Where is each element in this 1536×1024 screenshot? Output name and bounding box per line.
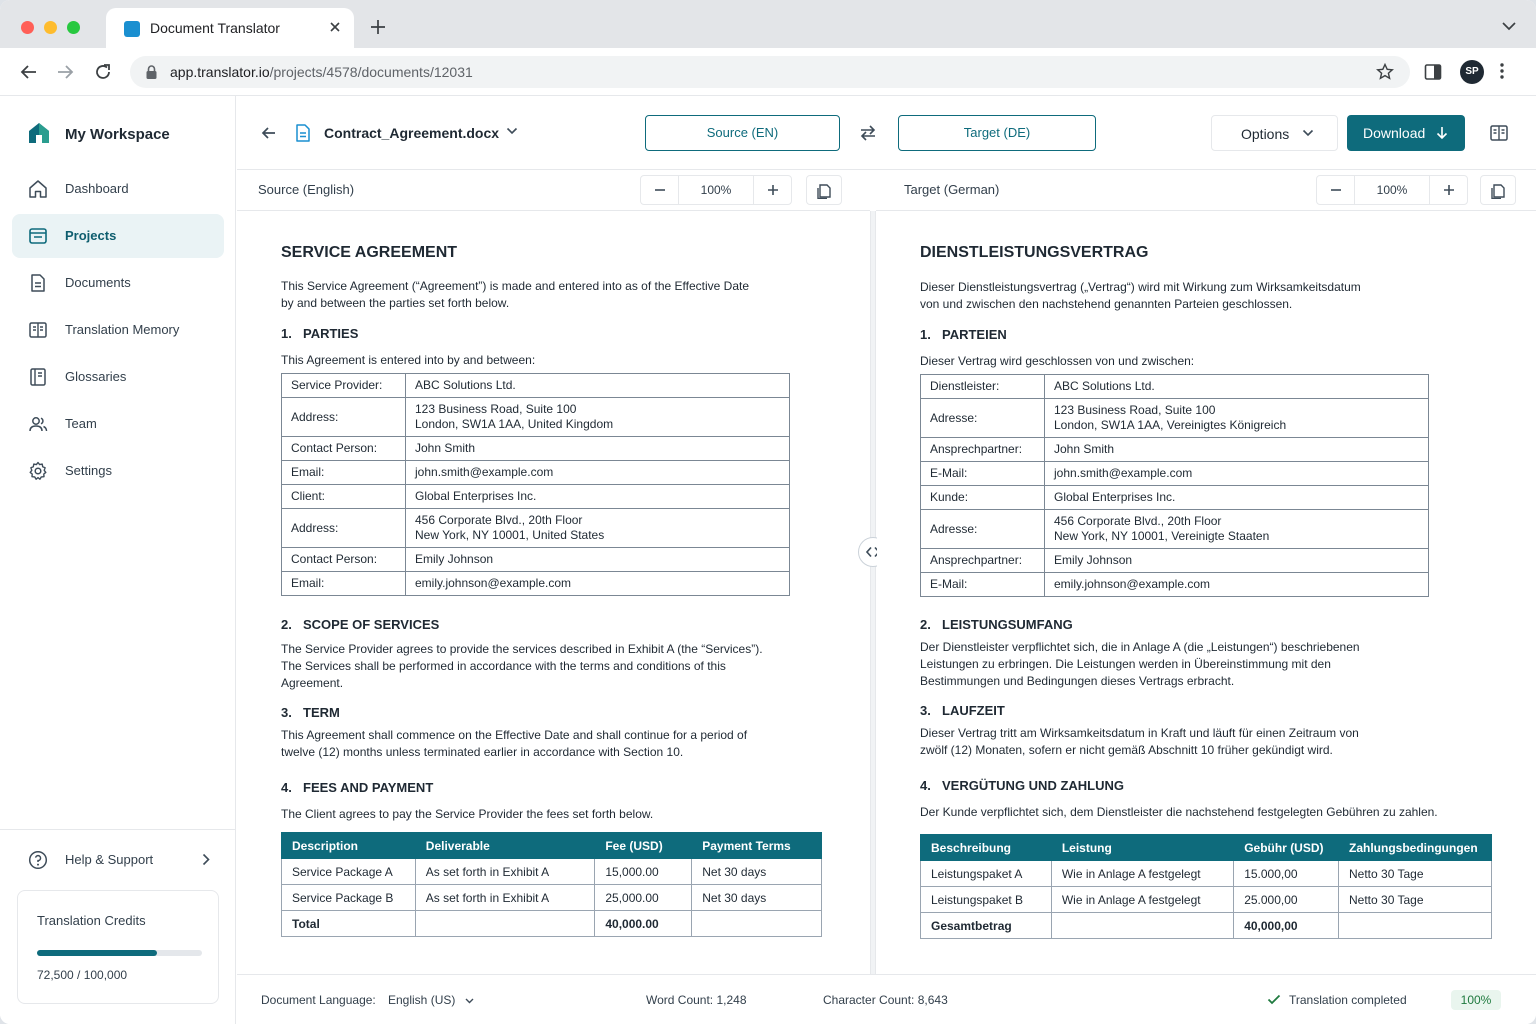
section-title: VERGÜTUNG UND ZAHLUNG (942, 778, 1124, 793)
table-row (282, 859, 822, 885)
section-number: 4. (281, 780, 292, 795)
sidebar-item-team[interactable] (12, 402, 224, 446)
credits-value: 72,500 / 100,000 (37, 968, 128, 982)
fees-cell: Leistungspaket A (921, 861, 1052, 887)
party-field-value: 456 Corporate Blvd., 20th Floor New York, NY 10001, Vereinigte Staaten (1045, 510, 1429, 549)
zoom-out-button[interactable] (641, 176, 679, 204)
party-field-value: Emily Johnson (406, 548, 790, 572)
url-text (170, 64, 473, 80)
party-field-label: Adresse: (921, 399, 1045, 438)
sidebar-item-settings[interactable] (12, 449, 224, 493)
fees-column-header: Description (282, 833, 416, 859)
credits-title: Translation Credits (37, 913, 146, 928)
table-row (282, 398, 790, 437)
maximize-window-button[interactable] (67, 21, 80, 34)
fees-column-header: Leistung (1051, 835, 1233, 861)
table-row (282, 485, 790, 509)
party-field-label: Address: (282, 509, 406, 548)
new-tab-icon[interactable] (370, 19, 386, 35)
help-icon (28, 850, 48, 870)
target-document-pane (877, 211, 1536, 974)
fees-total-cell (1051, 913, 1233, 939)
section-title: PARTIES (303, 326, 359, 341)
parties-table (281, 373, 790, 596)
table-row (282, 548, 790, 572)
target-zoom-control (1316, 175, 1468, 205)
section-title: LEISTUNGSUMFANG (942, 617, 1073, 632)
sidebar-item-label: Glossaries (65, 369, 127, 384)
fees-cell: Wie in Anlage A festgelegt (1051, 861, 1233, 887)
fees-total-cell: Gesamtbetrag (921, 913, 1052, 939)
url-field[interactable] (130, 56, 1410, 88)
workspace-title: My Workspace (65, 126, 170, 143)
section-paragraph: This Agreement is entered into by and between: (281, 353, 536, 367)
fees-total-cell (415, 911, 595, 937)
split-view-icon[interactable] (1490, 125, 1508, 141)
total-row (282, 911, 822, 937)
source-pane-title: Source (English) (258, 182, 355, 197)
party-field-label: Address: (282, 398, 406, 437)
sidebar-item-label: Team (65, 416, 97, 431)
fees-cell: Net 30 days (692, 885, 822, 911)
fees-table (920, 834, 1492, 939)
help-label: Help & Support (65, 852, 154, 867)
party-field-value: ABC Solutions Ltd. (406, 374, 790, 398)
party-field-value: ABC Solutions Ltd. (1045, 375, 1429, 399)
table-row (921, 510, 1429, 549)
table-row (282, 437, 790, 461)
address-bar (0, 48, 1536, 96)
table-row (921, 438, 1429, 462)
table-row (921, 399, 1429, 438)
fees-cell: Service Package B (282, 885, 416, 911)
party-field-label: Contact Person: (282, 437, 406, 461)
completion-badge: 100% (1451, 990, 1501, 1010)
party-field-value: John Smith (1045, 438, 1429, 462)
table-row (282, 572, 790, 596)
browser-menu-icon[interactable] (1500, 62, 1504, 80)
pane-divider[interactable] (870, 211, 876, 974)
party-field-value: john.smith@example.com (1045, 462, 1429, 486)
target-zoom-value: 100% (1376, 183, 1408, 197)
fees-cell: 15.000,00 (1234, 861, 1339, 887)
sidebar-item-translation-memory[interactable] (12, 308, 224, 352)
side-panel-icon[interactable] (1424, 63, 1442, 81)
party-field-label: Email: (282, 461, 406, 485)
table-row (921, 887, 1492, 913)
section-number: 3. (281, 705, 292, 720)
projects-icon (28, 226, 48, 246)
sidebar-item-dashboard[interactable] (12, 167, 224, 211)
table-row (921, 486, 1429, 510)
fees-total-cell (1339, 913, 1492, 939)
section-paragraph: Der Dienstleister verpflichtet sich, die in Anlage A (die „Leistungen“) beschriebenen Leistungen zu erbringen. Die Leistungen werden in Übereinstimmung mit den Bestimmungen und Bedingungen dieses Vertrags erbracht. (920, 640, 1360, 688)
section-paragraph: Dieser Vertrag wird geschlossen von und zwischen: (920, 354, 1195, 368)
url-path: /projects/4578/documents/12031 (269, 64, 473, 80)
party-field-value: 123 Business Road, Suite 100 London, SW1A 1AA, Vereinigtes Königreich (1045, 399, 1429, 438)
sidebar-item-projects[interactable] (12, 214, 224, 258)
intro-paragraph: Dieser Dienstleistungsvertrag („Vertrag“) wird mit Wirkung zum Wirksamkeitsdatum von und zwischen den nachstehend genannten Parteien geschlossen. (920, 280, 1361, 311)
glossary-icon (28, 367, 48, 387)
party-field-label: Email: (282, 572, 406, 596)
section-heading (920, 327, 1007, 342)
party-field-value: John Smith (406, 437, 790, 461)
options-dropdown[interactable] (1211, 115, 1338, 151)
party-field-label: Client: (282, 485, 406, 509)
lock-icon (146, 65, 157, 79)
section-heading (281, 326, 358, 341)
favicon-icon (124, 21, 140, 37)
translation-status: Translation completed (1289, 993, 1407, 1007)
chevron-down-icon (1302, 129, 1314, 137)
fees-column-header: Zahlungsbedingungen (1339, 835, 1492, 861)
party-field-value: john.smith@example.com (406, 461, 790, 485)
table-row (921, 861, 1492, 887)
table-row (282, 509, 790, 548)
party-field-value: emily.johnson@example.com (1045, 573, 1429, 597)
chevron-down-icon (465, 998, 474, 1004)
document-language-select[interactable] (388, 993, 474, 1007)
target-pane-header (876, 170, 1536, 211)
sidebar-item-label: Translation Memory (65, 322, 180, 337)
fees-cell: As set forth in Exhibit A (415, 859, 595, 885)
source-pane-header (237, 170, 870, 211)
section-paragraph: This Agreement shall commence on the Effective Date and shall continue for a period of twelve (12) months unless terminated earlier in accordance with Section 10. (281, 728, 748, 759)
table-row (282, 885, 822, 911)
source-page-view-button[interactable] (806, 175, 842, 205)
zoom-in-button[interactable] (753, 176, 791, 204)
tab-search-chevron-icon[interactable] (1502, 21, 1516, 31)
section-paragraph: Der Kunde verpflichtet sich, dem Dienstleister die nachstehend festgelegten Gebühren zu zahlen. (920, 805, 1438, 819)
fees-cell: Service Package A (282, 859, 416, 885)
sidebar-item-label: Dashboard (65, 181, 129, 196)
bookmark-star-icon[interactable] (1376, 63, 1394, 81)
party-field-label: Contact Person: (282, 548, 406, 572)
section-title: LAUFZEIT (942, 703, 1005, 718)
source-zoom-control (640, 175, 792, 205)
sidebar (0, 96, 236, 1024)
section-heading (920, 617, 1073, 632)
sidebar-item-label: Projects (65, 228, 117, 243)
download-label: Download (1363, 125, 1426, 141)
options-label: Options (1241, 126, 1290, 142)
party-field-label: Service Provider: (282, 374, 406, 398)
section-heading (281, 705, 340, 720)
party-field-value: 456 Corporate Blvd., 20th Floor New York, NY 10001, United States (406, 509, 790, 548)
home-icon (28, 179, 48, 199)
source-zoom-value: 100% (700, 183, 732, 197)
table-row (282, 374, 790, 398)
source-document-pane (237, 211, 870, 974)
fees-total-cell: 40,000,00 (1234, 913, 1339, 939)
document-language-label: Document Language: (261, 993, 376, 1007)
document-title: SERVICE AGREEMENT (281, 244, 458, 261)
intro-paragraph: This Service Agreement (“Agreement”) is made and entered into as of the Effective Date by and between the parties set forth below. (281, 279, 750, 310)
chevron-right-icon (202, 853, 210, 866)
document-name[interactable]: Contract_Agreement.docx (324, 125, 500, 141)
memory-icon (28, 320, 48, 340)
section-title: SCOPE OF SERVICES (303, 617, 440, 632)
document-toolbar (237, 96, 1536, 170)
translation-credits-card (17, 890, 219, 1004)
section-title: TERM (303, 705, 340, 720)
party-field-label: E-Mail: (921, 573, 1045, 597)
browser-tab[interactable] (106, 8, 354, 48)
section-number: 2. (281, 617, 292, 632)
total-row (921, 913, 1492, 939)
party-field-label: Dienstleister: (921, 375, 1045, 399)
sidebar-item-glossaries[interactable] (12, 355, 224, 399)
party-field-label: Ansprechpartner: (921, 549, 1045, 573)
section-heading (281, 780, 433, 795)
swap-languages-icon[interactable] (859, 125, 877, 141)
section-heading (920, 703, 1005, 718)
document-language-value: English (US) (388, 993, 456, 1007)
party-field-value: 123 Business Road, Suite 100 London, SW1A 1AA, United Kingdom (406, 398, 790, 437)
fees-cell: Netto 30 Tage (1339, 887, 1492, 913)
table-row (921, 549, 1429, 573)
fees-total-cell (692, 911, 822, 937)
download-arrow-icon (1436, 126, 1448, 140)
team-icon (28, 414, 48, 434)
url-host: app.translator.io (170, 64, 270, 80)
fees-total-cell: 40,000.00 (595, 911, 692, 937)
fees-cell: 15,000.00 (595, 859, 692, 885)
section-paragraph: The Service Provider agrees to provide the services described in Exhibit A (the “Services”). The Services shall be performed in accordance with the terms and conditions of this Agreement. (281, 642, 763, 690)
tab-title: Document Translator (150, 20, 280, 36)
source-language-button[interactable]: Source (EN) (645, 115, 840, 151)
sidebar-divider (0, 829, 236, 830)
zoom-in-button[interactable] (1429, 176, 1467, 204)
fees-table (281, 832, 822, 937)
section-title: FEES AND PAYMENT (303, 780, 434, 795)
party-field-value: Global Enterprises Inc. (406, 485, 790, 509)
party-field-label: Adresse: (921, 510, 1045, 549)
section-title: PARTEIEN (942, 327, 1007, 342)
section-number: 3. (920, 703, 931, 718)
document-file-icon (295, 124, 311, 142)
fees-cell: Netto 30 Tage (1339, 861, 1492, 887)
table-row (282, 461, 790, 485)
gear-icon (28, 461, 48, 481)
parties-table (920, 374, 1429, 597)
status-bar (237, 974, 1536, 1024)
table-row (921, 375, 1429, 399)
party-field-label: Ansprechpartner: (921, 438, 1045, 462)
close-tab-icon[interactable] (328, 20, 342, 34)
party-field-label: Kunde: (921, 486, 1045, 510)
table-row (921, 573, 1429, 597)
fees-total-cell: Total (282, 911, 416, 937)
sidebar-item-documents[interactable] (12, 261, 224, 305)
chevron-down-icon[interactable] (506, 127, 518, 135)
fees-cell: Net 30 days (692, 859, 822, 885)
character-count: Character Count: 8,643 (823, 993, 948, 1007)
tab-bar (0, 0, 1536, 48)
back-arrow-icon[interactable] (20, 63, 38, 81)
check-icon (1267, 994, 1281, 1005)
fees-cell: Wie in Anlage A festgelegt (1051, 887, 1233, 913)
word-count: Word Count: 1,248 (646, 993, 747, 1007)
fees-column-header: Gebühr (USD) (1234, 835, 1339, 861)
section-number: 4. (920, 778, 931, 793)
target-page-view-button[interactable] (1480, 175, 1516, 205)
target-pane-title: Target (German) (904, 182, 1000, 197)
section-number: 1. (920, 327, 931, 342)
document-icon (28, 273, 48, 293)
fees-column-header: Beschreibung (921, 835, 1052, 861)
section-heading (920, 778, 1124, 793)
zoom-out-button[interactable] (1317, 176, 1355, 204)
party-field-label: E-Mail: (921, 462, 1045, 486)
back-arrow-icon[interactable] (261, 125, 277, 141)
minimize-window-button[interactable] (44, 21, 57, 34)
section-number: 1. (281, 326, 292, 341)
party-field-value: emily.johnson@example.com (406, 572, 790, 596)
fees-cell: Leistungspaket B (921, 887, 1052, 913)
credits-progress-fill (37, 950, 157, 956)
section-paragraph: Dieser Vertrag tritt am Wirksamkeitsdatum in Kraft und läuft für einen Zeitraum von zwölf (12) Monaten, sofern er nicht gemäß Abschnitt 10 früher gekündigt wird. (920, 726, 1359, 757)
download-button[interactable] (1347, 115, 1465, 151)
close-window-button[interactable] (21, 21, 34, 34)
fees-column-header: Fee (USD) (595, 833, 692, 859)
target-language-button[interactable]: Target (DE) (898, 115, 1096, 151)
help-support-link[interactable] (12, 840, 224, 880)
workspace-logo-icon (28, 122, 50, 144)
party-field-value: Emily Johnson (1045, 549, 1429, 573)
party-field-value: Global Enterprises Inc. (1045, 486, 1429, 510)
sidebar-item-label: Settings (65, 463, 112, 478)
sidebar-item-label: Documents (65, 275, 131, 290)
profile-avatar[interactable]: SP (1460, 60, 1484, 84)
reload-icon[interactable] (94, 63, 112, 81)
fees-cell: As set forth in Exhibit A (415, 885, 595, 911)
forward-arrow-icon[interactable] (56, 63, 74, 81)
credits-progress-bar (37, 950, 202, 956)
section-paragraph: The Client agrees to pay the Service Provider the fees set forth below. (281, 807, 654, 821)
section-number: 2. (920, 617, 931, 632)
fees-column-header: Deliverable (415, 833, 595, 859)
fees-cell: 25,000.00 (595, 885, 692, 911)
document-title: DIENSTLEISTUNGSVERTRAG (920, 244, 1149, 261)
table-row (921, 462, 1429, 486)
fees-cell: 25.000,00 (1234, 887, 1339, 913)
section-heading (281, 617, 439, 632)
fees-column-header: Payment Terms (692, 833, 822, 859)
